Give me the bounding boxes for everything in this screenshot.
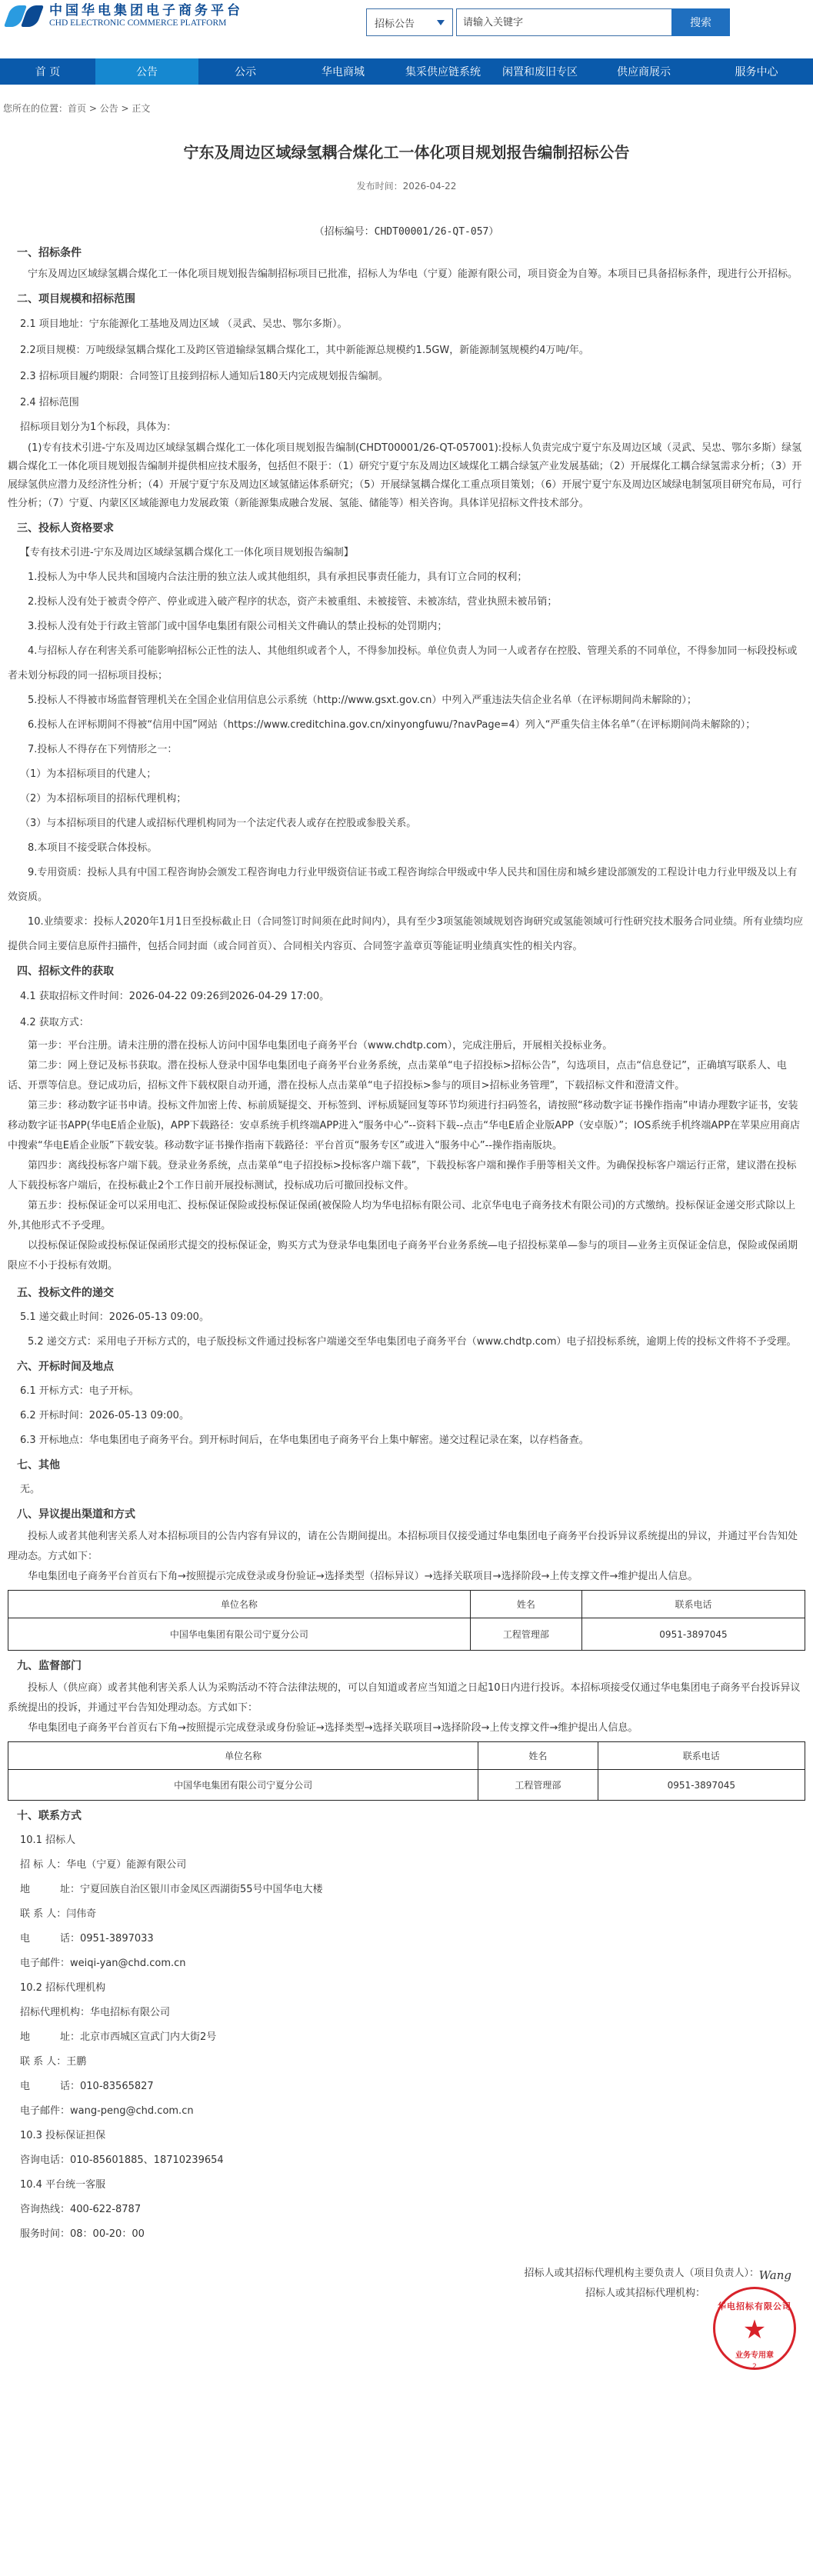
nav-item-idle-zone[interactable]: 闲置和废旧专区 xyxy=(502,66,578,78)
paragraph: 6.3 开标地点：华电集团电子商务平台。到开标时间后，在华电集团电子商务平台上集中解密。递交过程记录在案，以存档备查。 xyxy=(20,1435,589,1446)
star-icon: ★ xyxy=(742,2314,767,2345)
contact-line: 招 标 人：华电（宁夏）能源有限公司 xyxy=(20,1859,187,1871)
step-item: 第三步：移动数字证书申请。投标文件加密上传、标前质疑提交、开标签到、评标质疑回复等环节均须进行扫码签名，请按照“移动数字证书操作指南”申请办理数字证书，安装移动数字证书APP(华电E盾企业版)，APP下载路径：安卓系统手机终端APP进入“服务中心”--资料下载--点击“华电E盾企业版APP（安卓版）”；IOS系统手机终端APP在苹果应用商店中搜索“华电E盾企业版”下载安装。移动数字证书操作指南下载路径：平台首页“服务专区”或进入“服务中心”--操作指南版块。 xyxy=(8,1100,800,1151)
table-row xyxy=(8,1618,805,1651)
table-cell: 中国华电集团有限公司宁夏分公司 xyxy=(8,1770,478,1801)
nav-item-home[interactable]: 首 页 xyxy=(35,66,61,78)
page-title: 宁东及周边区域绿氢耦合煤化工一体化项目规划报告编制招标公告 xyxy=(183,143,630,162)
lot-title: 【专有技术引进-宁东及周边区域绿氢耦合煤化工一体化项目规划报告编制】 xyxy=(20,547,354,558)
contact-line: 10.4 平台统一客服 xyxy=(20,2179,106,2191)
paragraph: 4.2 获取方式： xyxy=(20,1017,89,1028)
table-header: 姓名 xyxy=(478,1742,598,1770)
site-header xyxy=(0,0,813,58)
contact-line: 联 系 人：闫伟奇 xyxy=(20,1908,97,1920)
requirement-item: 7.投标人不得存在下列情形之一： xyxy=(28,744,178,755)
requirement-item: （2）为本招标项目的招标代理机构； xyxy=(20,793,187,805)
breadcrumb-prefix: 您所在的位置： xyxy=(3,103,68,114)
site-logo[interactable] xyxy=(3,3,243,28)
requirement-item: 8.本项目不接受联合体投标。 xyxy=(28,842,158,854)
section-heading: 五、投标文件的递交 xyxy=(17,1287,114,1299)
company-seal-icon xyxy=(713,2287,796,2370)
section-heading: 十、联系方式 xyxy=(17,1810,82,1822)
contact-line: 招标代理机构：华电招标有限公司 xyxy=(20,2007,171,2018)
paragraph: 投标人（供应商）或者其他利害关系人认为采购活动不符合法律法规的，可以自知道或者应当知道之日起10日内进行投诉。本招标项接受仅通过华电集团电子商务平台投诉异议系统提出的投诉，并通过平台告知处理动态。方式如下： xyxy=(8,1682,801,1714)
table-header: 姓名 xyxy=(470,1591,581,1618)
table-cell: 0951-3897045 xyxy=(581,1618,805,1651)
paragraph: 6.2 开标时间：2026-05-13 09:00。 xyxy=(20,1410,189,1421)
requirement-item: 10.业绩要求：投标人2020年1月1日至投标截止日（合同签订时间须在此时间内），具有至少3项氢能领域规划咨询研究或氢能领域可行性研究技术服务合同业绩。所有业绩均应提供合同主要信息原件扫描件，包括合同封面（或合同首页）、合同相关内容页、合同签字盖章页等能证明业绩真实性的相关内容。 xyxy=(8,916,804,952)
paragraph: 2.1 项目地址：宁东能源化工基地及周边区域 （灵武、吴忠、鄂尔多斯）。 xyxy=(20,318,348,330)
logo-title-en: CHD ELECTRONIC COMMERCE PLATFORM xyxy=(49,18,227,28)
section-heading: 四、招标文件的获取 xyxy=(17,965,114,978)
breadcrumb-announcements[interactable]: 公告 xyxy=(99,103,118,114)
contact-line: 地 址：北京市西城区宣武门内大街2号 xyxy=(20,2031,217,2043)
contact-line: 咨询热线：400-622-8787 xyxy=(20,2204,142,2215)
requirement-item: 3.投标人没有处于行政主管部门或中国华电集团有限公司相关文件确认的禁止投标的处罚期内； xyxy=(28,621,448,632)
seal-bottom-text: 业务专用章 xyxy=(735,2351,774,2360)
paragraph: 5.2 递交方式：采用电子开标方式的，电子版投标文件通过投标客户端递交至华电集团电子商务平台（www.chdtp.com）电子招投标系统，逾期上传的投标文件将不予受理。 xyxy=(28,1336,797,1348)
contact-line: 10.2 招标代理机构 xyxy=(20,1982,106,1994)
requirement-item: 5.投标人不得被市场监督管理机关在全国企业信用信息公示系统（http://www.gsxt.gov.cn）中列入严重违法失信企业名单（在评标期间尚未解除的）； xyxy=(28,695,697,706)
main-nav xyxy=(0,58,813,85)
section-heading: 二、项目规模和招标范围 xyxy=(17,293,135,305)
tender-code: （招标编号：CHDT00001/26-QT-057） xyxy=(314,226,499,238)
requirement-item: 4.与招标人存在利害关系可能影响招标公正性的法人、其他组织或者个人，不得参加投标。单位负责人为同一人或者存在控股、管理关系的不同单位，不得参加同一标段投标或者未划分标段的同一招标项目投标； xyxy=(8,645,798,681)
table-header: 联系电话 xyxy=(581,1591,805,1618)
nav-item-suppliers[interactable]: 供应商展示 xyxy=(617,66,671,78)
contact-line: 地 址：宁夏回族自治区银川市金凤区西湖街55号中国华电大楼 xyxy=(20,1884,323,1895)
table-row xyxy=(8,1770,805,1801)
seal-top-text: 华电招标有限公司 xyxy=(718,2301,791,2311)
paragraph: 2.3 招标项目履约期限：合同签订且接到招标人通知后180天内完成规划报告编制。 xyxy=(20,371,388,382)
publish-time: 发布时间：2026-04-22 xyxy=(356,181,457,192)
section-heading: 七、其他 xyxy=(17,1459,60,1471)
breadcrumb-sep: > xyxy=(86,103,100,114)
breadcrumb-current: 正文 xyxy=(132,103,151,114)
table-header: 单位名称 xyxy=(8,1591,471,1618)
paragraph: 华电集团电子商务平台首页右下角→按照提示完成登录或身份验证→选择类型→选择关联项目→选择阶段→上传支撑文件→维护提出人信息。 xyxy=(28,1722,638,1734)
table-header: 单位名称 xyxy=(8,1742,478,1770)
contact-email: 电子邮件：weiqi-yan@chd.com.cn xyxy=(20,1958,186,1969)
section-heading: 九、监督部门 xyxy=(17,1660,82,1672)
table-cell: 中国华电集团有限公司宁夏分公司 xyxy=(8,1618,471,1651)
breadcrumb-home[interactable]: 首页 xyxy=(68,103,87,114)
requirement-item: 6.投标人在评标期间不得被“信用中国”网站（https://www.creditchina.gov.cn/xinyongfuwu/?navPage=4）列入“严重失信主体名单”（在评标期间尚未解除的）； xyxy=(28,719,756,731)
seal-number: 2 xyxy=(752,2363,757,2371)
nav-item-supply-chain[interactable]: 集采供应链系统 xyxy=(405,66,481,78)
requirement-item: 1.投标人为中华人民共和国境内合法注册的独立法人或其他组织，具有承担民事责任能力，具有订立合同的权利； xyxy=(28,572,528,583)
paragraph: (1)专有技术引进-宁东及周边区域绿氢耦合煤化工一体化项目规划报告编制(CHDT00001/26-QT-057001):投标人负责完成宁夏宁东及周边区域（灵武、吴忠、鄂尔多斯）绿氢耦合煤化工一体化项目规划报告编制并提供相应技术服务，包括但不限于：（1）研究宁夏宁东及周边区域煤化工耦合绿氢产业发展基础；（2）开展煤化工耦合绿氢需求分析；（3）开展绿氢供应潜力及经济性分析；（4）开展宁夏宁东及周边区域氢储运体系研究；（5）开展绿氢耦合煤化工重点项目策划；（6）开展宁夏宁东及周边区域绿电制氢项目研究布局，可行性分析；（7）宁夏、内蒙区区域能源电力发展政策（新能源集成融合发展、氢能、储能等）相关咨询。具体详见招标文件技术部分。 xyxy=(8,442,802,509)
chevron-down-icon xyxy=(437,20,445,25)
breadcrumb-sep: > xyxy=(118,103,132,114)
step-item: 以投标保证保险或投标保证保函形式提交的投标保证金，购买方式为登录华电集团电子商务平台业务系统—电子招投标菜单—参与的项目—业务主页保证金信息，保险或保函期限应不小于投标有效期。 xyxy=(8,1240,798,1271)
contact-line: 咨询电话：010-85601885、18710239654 xyxy=(20,2154,224,2166)
table-header: 联系电话 xyxy=(598,1742,805,1770)
search-bar xyxy=(366,8,730,36)
search-category-value: 招标公告 xyxy=(375,18,415,30)
contact-line: 10.3 投标保证担保 xyxy=(20,2130,106,2141)
paragraph: 招标项目划分为1个标段，具体为： xyxy=(20,422,177,433)
requirement-item: （1）为本招标项目的代建人； xyxy=(20,768,157,780)
logo-title-cn: 中国华电集团电子商务平台 xyxy=(49,3,243,18)
contact-line: 电 话：010-83565827 xyxy=(20,2081,154,2092)
search-input[interactable] xyxy=(456,8,671,36)
article-body xyxy=(0,241,813,2379)
table-cell: 工程管理部 xyxy=(470,1618,581,1651)
paragraph: 4.1 获取招标文件时间：2026-04-22 09:26到2026-04-29 17:00。 xyxy=(20,991,330,1002)
paragraph: 无。 xyxy=(20,1484,41,1495)
section-heading: 三、投标人资格要求 xyxy=(17,522,114,535)
paragraph: 6.1 开标方式：电子开标。 xyxy=(20,1385,139,1397)
paragraph: 华电集团电子商务平台首页右下角→按照提示完成登录或身份验证→选择类型（招标异议）→选择关联项目→选择阶段→上传支撑文件→维护提出人信息。 xyxy=(28,1571,698,1582)
chd-logo-icon xyxy=(3,4,43,28)
requirement-item: 2.投标人没有处于被责令停产、停业或进入破产程序的状态，资产未被重组、未被接管、未被冻结，营业执照未被吊销； xyxy=(28,596,558,608)
objection-contact-table xyxy=(8,1590,805,1651)
search-button[interactable]: 搜索 xyxy=(671,8,730,36)
nav-item-announcements[interactable]: 公告 xyxy=(95,58,198,85)
contact-line: 10.1 招标人 xyxy=(20,1835,76,1846)
contact-line: 联 系 人：王鹏 xyxy=(20,2056,87,2068)
signature-line-agency: 招标人或其招标代理机构： xyxy=(585,2288,705,2299)
supervision-contact-table xyxy=(8,1741,805,1801)
section-heading: 一、招标条件 xyxy=(17,247,82,259)
section-heading: 六、开标时间及地点 xyxy=(17,1361,114,1373)
paragraph: 2.2项目规模：万吨级绿氢耦合煤化工及跨区管道输绿氢耦合煤化工，其中新能源总规模约1.5GW，新能源制氢规模约4万吨/年。 xyxy=(20,345,589,356)
paragraph: 投标人或者其他利害关系人对本招标项目的公告内容有异议的，请在公告期间提出。本招标项目仅接受通过华电集团电子商务平台投诉异议系统提出的异议，并通过平台告知处理动态。方式如下： xyxy=(8,1531,798,1562)
contact-line: 电 话：0951-3897033 xyxy=(20,1933,154,1944)
step-item: 第二步：网上登记及标书获取。潜在投标人登录中国华电集团电子商务平台业务系统，点击菜单“电子招投标>招标公告”，勾选项目，点击“信息登记”，正确填写联系人、电话、开票等信息。登记成功后，招标文件下载权限自动开通，潜在投标人点击菜单“电子招投标>参与的项目>招标业务管理”，下载招标文件和澄清文件。 xyxy=(8,1060,787,1091)
paragraph: 2.4 招标范围 xyxy=(20,397,79,408)
breadcrumb xyxy=(0,97,813,118)
handwritten-signature: Wang xyxy=(758,2268,791,2282)
signature-line-responsible: 招标人或其招标代理机构主要负责人（项目负责人）： xyxy=(524,2268,759,2279)
step-item: 第一步：平台注册。请未注册的潜在投标人访问中国华电集团电子商务平台（www.chdtp.com），完成注册后，开展相关投标业务。 xyxy=(28,1040,613,1051)
contact-line: 服务时间：08：00-20：00 xyxy=(20,2228,145,2240)
nav-item-mall[interactable]: 华电商城 xyxy=(322,66,365,78)
requirement-item: （3）与本招标项目的代建人或招标代理机构同为一个法定代表人或存在控股或参股关系。 xyxy=(20,818,417,829)
paragraph: 宁东及周边区域绿氢耦合煤化工一体化项目规划报告编制招标项目已批准，招标人为华电（宁夏）能源有限公司，项目资金为自筹。本项目已具备招标条件，现进行公开招标。 xyxy=(28,268,798,280)
step-item: 第五步：投标保证金可以采用电汇、投标保证保险或投标保证保函(被保险人均为华电招标有限公司、北京华电电子商务技术有限公司)的方式缴纳。投标保证金递交形式除以上外,其他形式不予受理。 xyxy=(8,1200,796,1231)
requirement-item: 9.专用资质：投标人具有中国工程咨询协会颁发工程咨询电力行业甲级资信证书或工程咨询综合甲级或中华人民共和国住房和城乡建设部颁发的工程设计电力行业甲级及以上有效资质。 xyxy=(8,867,798,903)
table-cell: 0951-3897045 xyxy=(598,1770,805,1801)
paragraph: 5.1 递交截止时间：2026-05-13 09:00。 xyxy=(20,1311,209,1323)
contact-email: 电子邮件：wang-peng@chd.com.cn xyxy=(20,2105,194,2117)
search-category-select[interactable] xyxy=(366,8,453,36)
table-cell: 工程管理部 xyxy=(478,1770,598,1801)
nav-item-publicity[interactable]: 公示 xyxy=(235,66,256,78)
nav-item-service-center[interactable]: 服务中心 xyxy=(735,66,778,78)
step-item: 第四步：离线投标客户端下载。登录业务系统，点击菜单“电子招投标>投标客户端下载”，下载投标客户端和操作手册等相关文件。为确保投标客户端运行正常，建议潜在投标人下载投标客户端后，在投标截止2个工作日前开展投标测试，投标成功后可撤回投标文件。 xyxy=(8,1160,797,1191)
signature-block xyxy=(8,2264,805,2379)
section-heading: 八、异议提出渠道和方式 xyxy=(17,1508,135,1521)
